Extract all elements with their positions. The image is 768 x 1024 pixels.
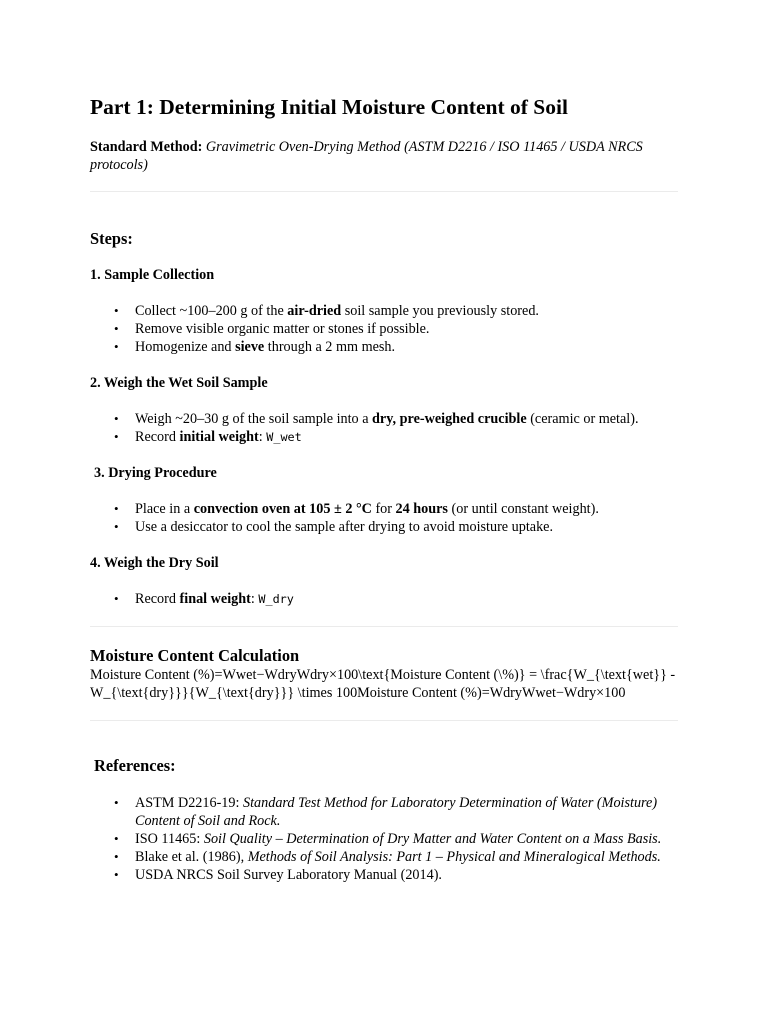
step-1-heading: 1. Sample Collection [90, 267, 215, 283]
text-segment: USDA NRCS Soil Survey Laboratory Manual (2014). [135, 867, 442, 883]
bold-text: dry, pre-weighed crucible [372, 411, 527, 427]
step-2-list [90, 410, 678, 446]
list-item [90, 518, 678, 536]
text-segment: Use a desiccator to cool the sample after drying to avoid moisture uptake. [135, 519, 554, 535]
reference-item [90, 794, 678, 830]
text-segment: (ceramic or metal). [526, 411, 639, 427]
steps-heading: Steps: [90, 229, 133, 248]
bullet-icon: • [114, 321, 119, 336]
bullet-icon: • [114, 849, 119, 864]
step-4-list [90, 590, 678, 608]
step-2-heading: 2. Weigh the Wet Soil Sample [90, 375, 268, 391]
standard-method [90, 138, 650, 174]
text-segment: ISO 11465: [135, 831, 204, 847]
text-segment: Place in a [135, 501, 194, 517]
list-item [90, 320, 678, 338]
code-value: W_wet [266, 430, 302, 444]
text-segment: Blake et al. (1986), [135, 849, 248, 865]
italic-text: Standard Test Method for Laboratory Determination of Water (Moisture) Content of Soil and Rock. [135, 795, 658, 829]
bold-text: initial weight [179, 429, 259, 445]
bold-text: 24 hours [395, 501, 448, 517]
list-item [90, 410, 678, 428]
text-segment: Remove visible organic matter or stones if possible. [135, 321, 430, 337]
bullet-icon: • [114, 831, 119, 846]
divider [90, 626, 678, 627]
reference-item [90, 848, 678, 866]
bullet-icon: • [114, 591, 119, 606]
list-item [90, 428, 678, 446]
divider [90, 191, 678, 192]
bold-text: sieve [235, 339, 265, 355]
text-segment: : [250, 591, 259, 607]
text-segment: (or until constant weight). [447, 501, 599, 517]
text-segment: for [371, 501, 396, 517]
bold-text: final weight [179, 591, 251, 607]
text-segment: through a 2 mm mesh. [264, 339, 396, 355]
italic-text: Methods of Soil Analysis: Part 1 – Physical and Mineralogical Methods. [247, 849, 661, 865]
standard-method-text: Gravimetric Oven-Drying Method (ASTM D2216 / ISO 11465 / USDA NRCS protocols) [90, 139, 643, 173]
code-value: W_dry [258, 592, 294, 606]
bullet-icon: • [114, 501, 119, 516]
list-item [90, 590, 678, 608]
bullet-icon: • [114, 519, 119, 534]
step-1-list [90, 302, 678, 356]
bullet-icon: • [114, 867, 119, 882]
step-4-heading: 4. Weigh the Dry Soil [90, 555, 219, 571]
bullet-icon: • [114, 339, 119, 354]
list-item [90, 338, 678, 356]
text-segment: : [258, 429, 267, 445]
step-3-list [90, 500, 678, 536]
text-segment: soil sample you previously stored. [341, 303, 539, 319]
reference-item [90, 830, 678, 848]
list-item [90, 500, 678, 518]
references-heading: References: [94, 756, 176, 775]
calculation-formula: Moisture Content (%)=Wwet−WdryWdry×100\text{Moisture Content (\%)} = \frac{W_{\text{wet}} - W_{\text{dry}}}{W_{\text{dry}}} \times 100Moisture Content (%)=WdryWwet−Wdry×100 [90, 667, 676, 701]
bullet-icon: • [114, 429, 119, 444]
list-item [90, 302, 678, 320]
text-segment: Record [135, 591, 180, 607]
step-3-heading: 3. Drying Procedure [94, 465, 217, 481]
references-list [90, 794, 678, 884]
bullet-icon: • [114, 303, 119, 318]
bullet-icon: • [114, 795, 119, 810]
text-segment: Homogenize and [135, 339, 236, 355]
italic-text: Soil Quality – Determination of Dry Matter and Water Content on a Mass Basis. [203, 831, 662, 847]
text-segment: Weigh ~20–30 g of the soil sample into a [135, 411, 373, 427]
bold-text: convection oven at 105 ± 2 °C [193, 501, 372, 517]
calculation-heading: Moisture Content Calculation [90, 646, 300, 665]
page-title: Part 1: Determining Initial Moisture Content of Soil [90, 95, 568, 119]
bold-text: air-dried [287, 303, 342, 319]
reference-item [90, 866, 678, 884]
text-segment: ASTM D2216-19: [135, 795, 243, 811]
bullet-icon: • [114, 411, 119, 426]
divider [90, 720, 678, 721]
text-segment: Record [135, 429, 180, 445]
text-segment: Collect ~100–200 g of the [135, 303, 288, 319]
standard-method-label: Standard Method: [90, 139, 203, 155]
